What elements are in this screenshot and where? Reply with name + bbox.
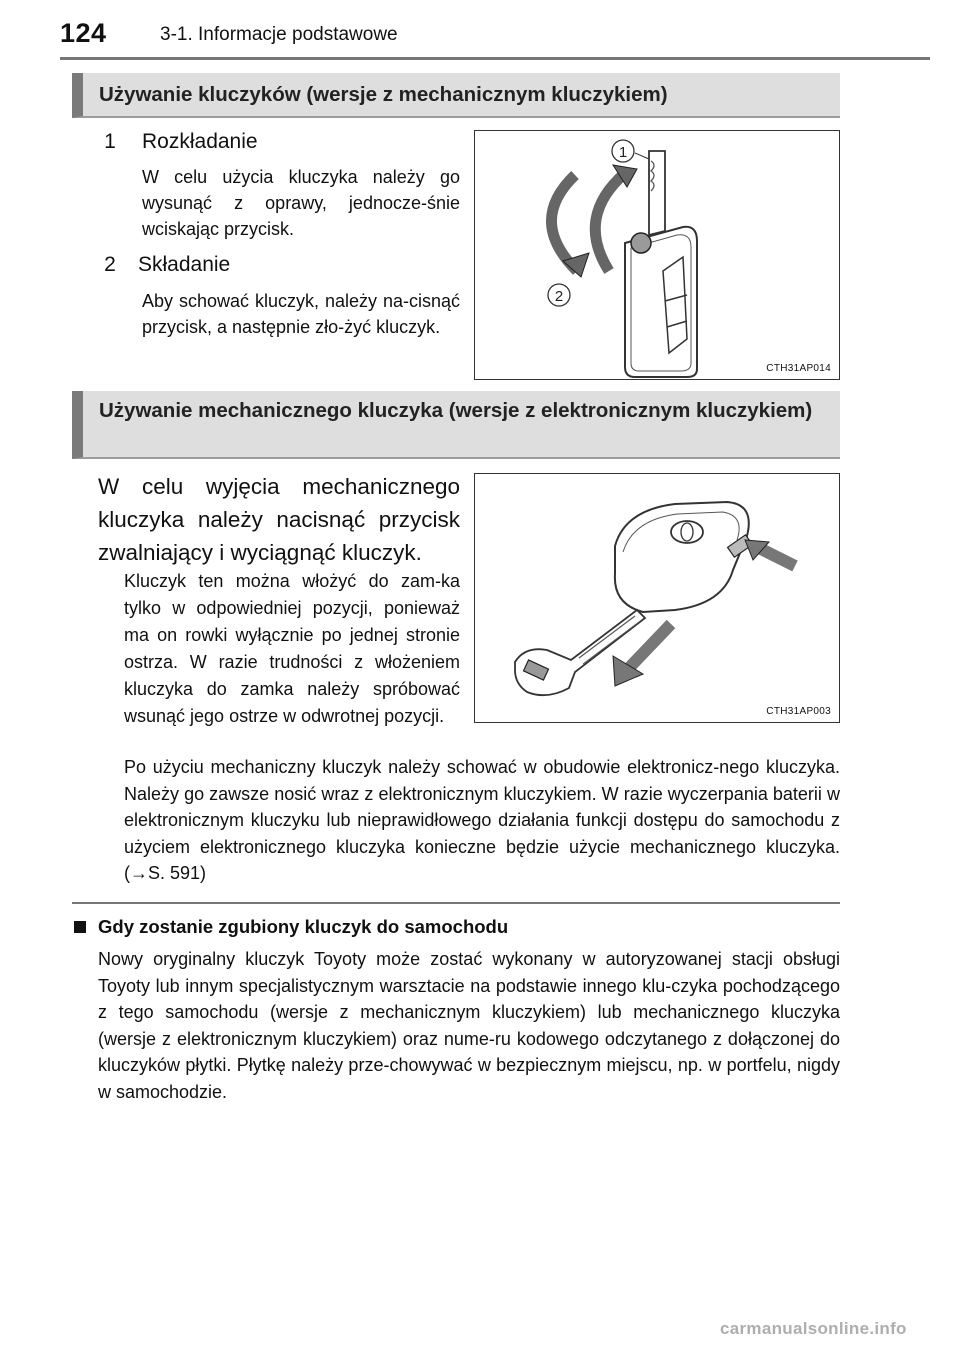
callout-2: 2 — [554, 288, 564, 305]
folding-key-drawing — [475, 131, 841, 381]
header-divider — [60, 57, 930, 60]
square-bullet-icon — [74, 921, 86, 933]
figure-code-1: CTH31AP014 — [766, 363, 831, 374]
page-header — [60, 18, 930, 52]
lost-key-heading-text: Gdy zostanie zgubiony kluczyk do samochodu — [98, 916, 509, 937]
lost-key-text: Nowy oryginalny kluczyk Toyoty może zostać wykonany w autoryzowanej stacji obsługi Toyoty lub innym specjalistycznym warsztacie na podstawie innego klu-czyka pochodzącego z tego samochodu (wersje z mechanicznym kluczykiem) lub mechanicznego kluczyka (wersje z elektronicznym kluczykiem) oraz nume-ru kodowego odczytanego z dołączonej do kluczyków płytki. Płytkę należy prze-chowywać w bezpiecznym miejscu, np. w portfelu, nigdy w samochodzie. — [98, 949, 840, 1102]
lost-key-heading — [74, 916, 508, 938]
smart-key-drawing — [475, 474, 841, 724]
section-divider — [72, 902, 840, 904]
step-title-unfold: Rozkładanie — [142, 130, 258, 153]
step-text-fold: Aby schować kluczyk, należy na-cisnąć przycisk, a następnie zło-żyć kluczyk. — [142, 291, 460, 337]
callout-1: 1 — [618, 144, 628, 161]
section-heading-electronic: Używanie mechanicznego kluczyka (wersje z elektronicznym kluczykiem) — [72, 391, 840, 459]
section-heading-mechanical: Używanie kluczyków (wersje z mechanicznym kluczykiem) — [72, 73, 840, 118]
step-number-2: 2 — [104, 253, 116, 276]
electronic-note-text: Kluczyk ten można włożyć do zam-ka tylko w odpowiedniej pozycji, ponieważ ma on rowki wyłącznie po jednej stronie ostrza. W razie trudności z włożeniem kluczyka do zamka należy spróbować wsunąć jego ostrze w odwrotnej pozycji. — [124, 571, 460, 726]
page-number: 124 — [60, 18, 107, 48]
electronic-lead-text: W celu wyjęcia mechanicznego kluczyka należy nacisnąć przycisk zwalniający i wyciągnąć kluczyk. — [98, 474, 460, 565]
step-text-unfold: W celu użycia kluczyka należy go wysunąć z oprawy, jednocze-śnie wciskając przycisk. — [142, 167, 460, 239]
step-number-1: 1 — [104, 130, 116, 153]
folding-key-illustration — [474, 130, 840, 380]
electronic-paragraph: Po użyciu mechaniczny kluczyk należy schować w obudowie elektronicz-nego kluczyka. Należy go zawsze nosić wraz z elektronicznym kluczykiem. W razie wyczerpania baterii w elektronicznym kluczyku lub nieprawidłowego działania funkcji dostępu do samochodu z użyciem elektronicznego kluczyka konieczne będzie użycie mechanicznego kluczyka. (→S. 591) — [124, 757, 840, 883]
figure-code-2: CTH31AP003 — [766, 706, 831, 717]
section-breadcrumb: 3-1. Informacje podstawowe — [160, 24, 398, 45]
watermark: carmanualsonline.info — [720, 1319, 907, 1338]
smart-key-illustration — [474, 473, 840, 723]
step-title-fold: Składanie — [138, 253, 231, 276]
